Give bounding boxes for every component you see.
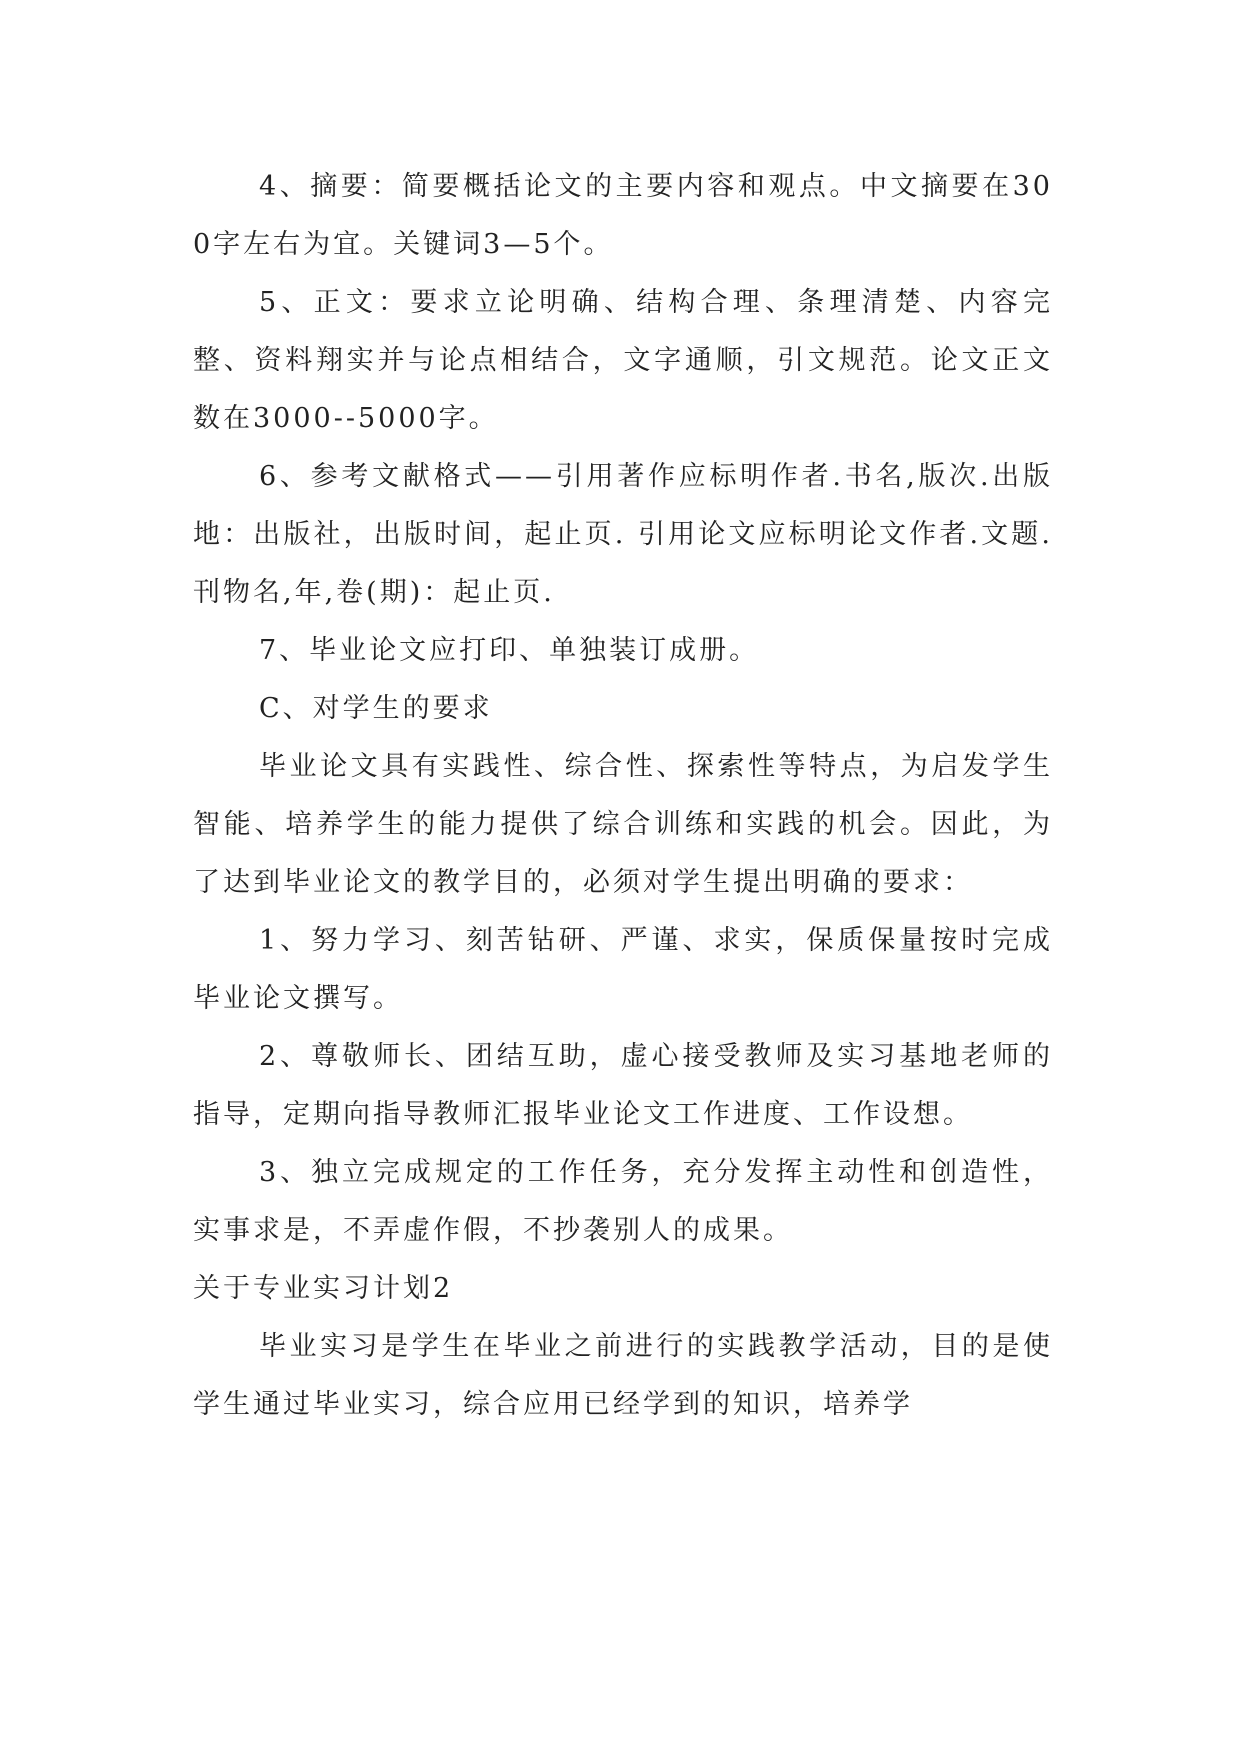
section-title-internship-plan-2: 关于专业实习计划2 [193, 1273, 454, 1304]
paragraph-main-text-requirement: 5、正文：要求立论明确、结构合理、条理清楚、内容完整、资料翔实并与论点相结合，文字通顺，引文规范。论文正文数在3000--5000字。 [193, 287, 1053, 434]
paragraph-thesis-characteristics: 毕业论文具有实践性、综合性、探索性等特点，为启发学生智能、培养学生的能力提供了综合训练和实践的机会。因此，为了达到毕业论文的教学目的，必须对学生提出明确的要求： [193, 751, 1053, 898]
paragraph-abstract-requirement: 4、摘要：简要概括论文的主要内容和观点。中文摘要在300字左右为宜。关键词3—5个。 [193, 171, 1053, 260]
paragraph-printing-binding: 7、毕业论文应打印、单独装订成册。 [259, 635, 760, 666]
paragraph-requirement-2: 2、尊敬师长、团结互助，虚心接受教师及实习基地老师的指导，定期向指导教师汇报毕业论文工作进度、工作设想。 [193, 1041, 1053, 1130]
paragraph-requirement-3: 3、独立完成规定的工作任务，充分发挥主动性和创造性，实事求是，不弄虚作假，不抄袭别人的成果。 [193, 1157, 1053, 1246]
paragraph-reference-format: 6、参考文献格式——引用著作应标明作者.书名,版次.出版地：出版社，出版时间，起止页. 引用论文应标明论文作者.文题.刊物名,年,卷(期)：起止页. [193, 461, 1053, 608]
document-body [193, 158, 1053, 1434]
section-heading-student-requirements: C、对学生的要求 [259, 693, 493, 724]
paragraph-graduation-internship: 毕业实习是学生在毕业之前进行的实践教学活动，目的是使学生通过毕业实习，综合应用已经学到的知识，培养学 [193, 1331, 1053, 1420]
paragraph-requirement-1: 1、努力学习、刻苦钻研、严谨、求实，保质保量按时完成毕业论文撰写。 [193, 925, 1053, 1014]
